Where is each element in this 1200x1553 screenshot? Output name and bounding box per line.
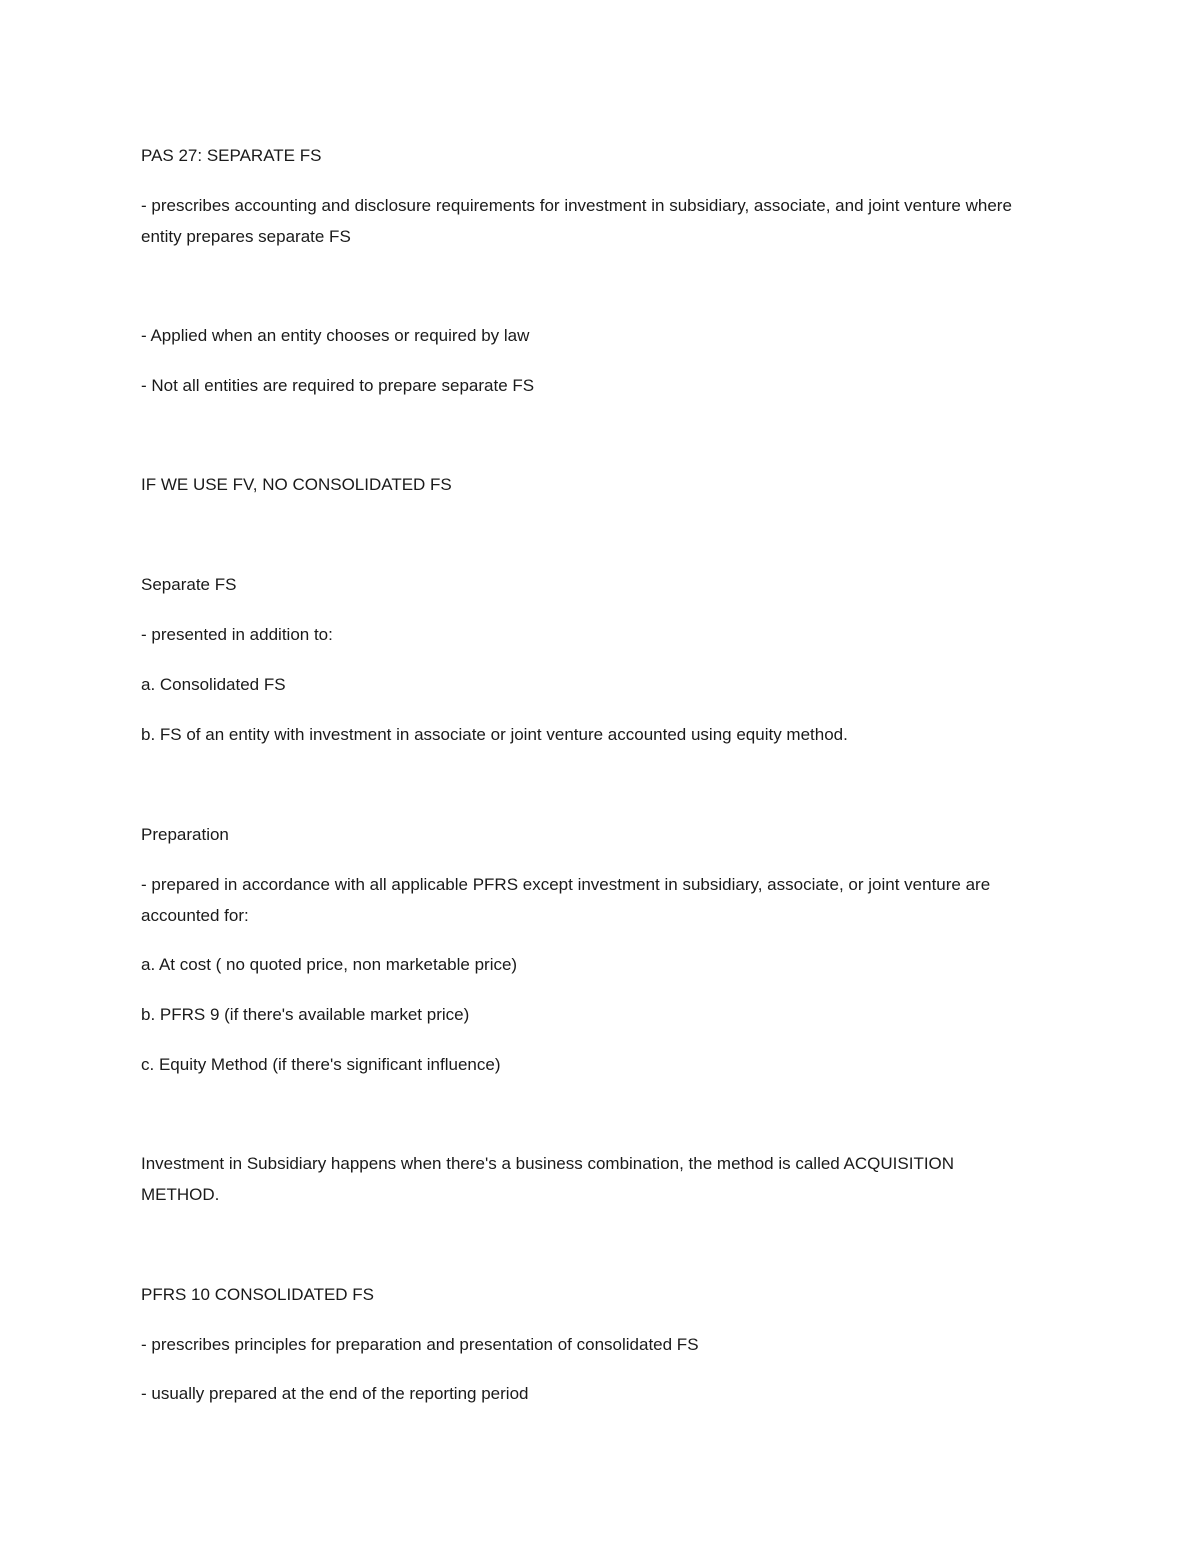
separate-fs-heading: Separate FS <box>141 575 237 594</box>
list-item-equity-method: b. FS of an entity with investment in associate or joint venture accounted using equity method. <box>141 725 848 744</box>
preparation-description: - prepared in accordance with all applicable PFRS except investment in subsidiary, associate, or joint venture are accounted for: <box>141 875 991 925</box>
pas27-description: - prescribes accounting and disclosure requirements for investment in subsidiary, associate, and joint venture where entity prepares separate FS <box>141 196 1012 246</box>
applied-when-text: - Applied when an entity chooses or required by law <box>141 326 530 345</box>
acquisition-note: Investment in Subsidiary happens when there's a business combination, the method is called ACQUISITION METHOD. <box>141 1154 955 1204</box>
list-item-equity: c. Equity Method (if there's significant influence) <box>141 1055 501 1074</box>
presented-in-addition-text: - presented in addition to: <box>141 625 333 644</box>
document-page <box>141 0 1041 1553</box>
list-item-at-cost: a. At cost ( no quoted price, non marketable price) <box>141 955 518 974</box>
list-item-pfrs9: b. PFRS 9 (if there's available market price) <box>141 1005 470 1024</box>
heading-pfrs10: PFRS 10 CONSOLIDATED FS <box>141 1285 375 1304</box>
pfrs10-timing: - usually prepared at the end of the reporting period <box>141 1384 529 1403</box>
pfrs10-description: - prescribes principles for preparation and presentation of consolidated FS <box>141 1335 699 1354</box>
list-item-consolidated: a. Consolidated FS <box>141 675 286 694</box>
heading-pas27: PAS 27: SEPARATE FS <box>141 146 322 165</box>
fv-note: IF WE USE FV, NO CONSOLIDATED FS <box>141 475 452 494</box>
not-all-entities-text: - Not all entities are required to prepare separate FS <box>141 376 535 395</box>
preparation-heading: Preparation <box>141 825 229 844</box>
